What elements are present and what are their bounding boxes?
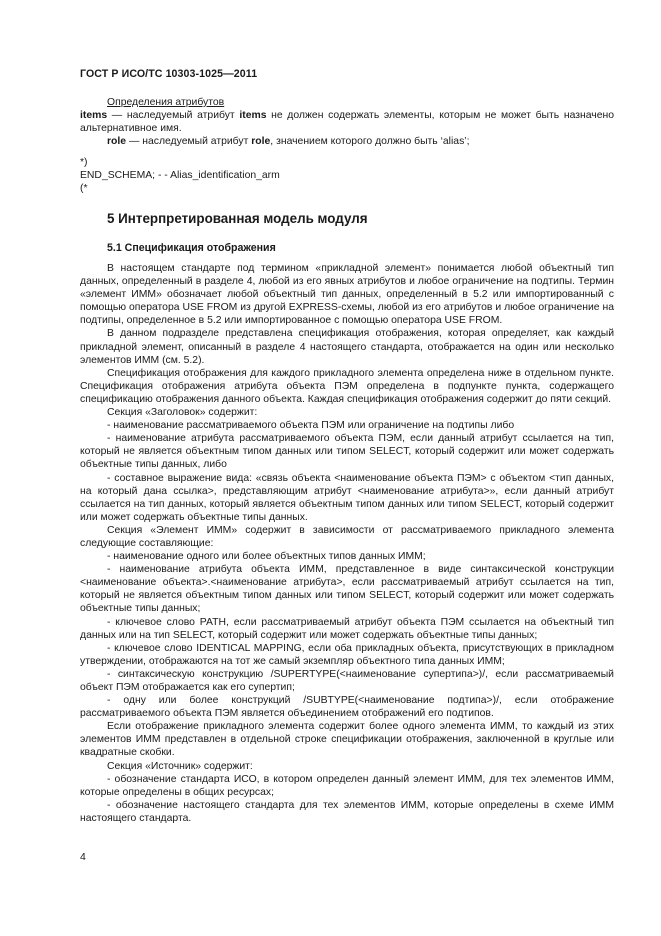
items-name: items xyxy=(80,110,108,122)
paragraph: Секция «Элемент ИММ» содержит в зависимости от рассматриваемого прикладного элемента следующие составляющие: xyxy=(80,524,614,549)
express-code xyxy=(80,156,280,195)
role-definition xyxy=(80,135,614,148)
paragraph: В данном подразделе представлена спецификация отображения, которая определяет, как каждый прикладной элемент, описанный в разделе 4 настоящего стандарта, отображается на один или несколько элементов ИММ (см. 5.2). xyxy=(80,328,614,366)
page-number: 4 xyxy=(80,852,86,863)
items-name-2: items xyxy=(239,110,267,122)
code-line: *) xyxy=(80,157,88,168)
role-name: role xyxy=(107,136,127,148)
list-item: - наименование одного или более объектных типов данных ИММ; xyxy=(107,551,426,563)
items-text-2: не должен содержать элементы, которым не может быть назначено альтернативное имя. xyxy=(80,110,615,135)
document-header: ГОСТ Р ИСО/ТС 10303-1025—2011 xyxy=(80,68,258,80)
role-name-2: role xyxy=(251,136,271,148)
paragraph: Секция «Заголовок» содержит: xyxy=(107,407,258,419)
list-item: - составное выражение вида: «связь объекта <наименование объекта ПЭМ> с объектом <тип данных, на который дана ссылка>, представляющим атрибут <наименование атрибута>», если данный атрибут ссылается на тип данных, который является объектным типом данных или типом SELECT, который содержит или может содержать объектные типы данных. xyxy=(80,472,614,523)
list-item: - обозначение настоящего стандарта для тех элементов ИММ, которые определены в схеме ИММ настоящего стандарта. xyxy=(80,799,614,824)
attribute-definitions-heading xyxy=(80,96,614,109)
list-item: - ключевое слово PATH, если рассматриваемый атрибут объекта ПЭМ ссылается на объектный тип данных или на тип SELECT, который содержит или может содержать объектные типы данных; xyxy=(80,616,614,641)
main-text xyxy=(80,262,614,825)
list-item: - наименование рассматриваемого объекта ПЭМ или ограничение на подтипы либо xyxy=(107,420,515,432)
list-item: - обозначение стандарта ИСО, в котором определен данный элемент ИММ, для тех элементов ИММ, которые определены в общих ресурсах; xyxy=(80,773,614,798)
paragraph: Если отображение прикладного элемента содержит более одного элемента ИММ, то каждый из этих элементов ИММ представлен в отдельной строке спецификации отображения, заключенной в круглые или квадратные скобки. xyxy=(80,721,614,759)
list-item: - одну или более конструкций /SUBTYPE(<наименование подтипа>)/, если отображение рассматриваемого объекта ПЭМ является объединением отображений его подтипов. xyxy=(80,695,614,720)
paragraph: В настоящем стандарте под термином «прикладной элемент» понимается любой объектный тип данных, определенный в разделе 4, любой из его явных атрибутов и любое ограничение на подтипы. Термин «элемент ИММ» обозначает любой объектный тип данных, определенный в 5.2 или импортированный с помощью оператора USE FROM из другой EXPRESS-схемы, любой из его атрибутов и любое ограничение на подтипы, определенное в 5.2 или импортированное с помощью оператора USE FROM. xyxy=(80,263,614,327)
code-line: (* xyxy=(80,183,88,195)
list-item: - ключевое слово IDENTICAL MAPPING, если оба прикладных объекта, присутствующих в прикладном утверждении, отображаются на тот же самый экземпляр объектного типа данных ИММ; xyxy=(80,642,614,667)
list-item: - наименование атрибута объекта ИММ, представленное в виде синтаксической конструкции <наименование объекта>.<наименование атрибута>, если рассматриваемый атрибут ссылается на тип, который не является объектным типом данных или типом SELECT, который содержит или может содержать объектные типы данных; xyxy=(80,564,614,615)
code-line: END_SCHEMA; - - Alias_identification_arm xyxy=(80,170,280,182)
attribute-heading-text: Определения атрибутов xyxy=(107,97,225,108)
paragraph: Секция «Источник» содержит: xyxy=(107,760,253,772)
items-text: — наследуемый атрибут xyxy=(107,110,240,122)
section-title: 5 Интерпретированная модель модуля xyxy=(107,211,368,226)
items-definition xyxy=(80,109,614,135)
subsection-title: 5.1 Спецификация отображения xyxy=(107,242,276,254)
role-text-2: , значением которого должно быть ‘alias’; xyxy=(270,136,470,148)
list-item: - наименование атрибута рассматриваемого объекта ПЭМ, если данный атрибут ссылается на тип, который не является объектным типом данных или типом SELECT, который содержит или может содержать объектные типы данных, либо xyxy=(80,433,614,471)
attribute-definitions xyxy=(80,96,614,148)
list-item: - синтаксическую конструкцию /SUPERTYPE(<наименование супертипа>)/, если рассматриваемый объект ПЭМ отображается как его супертип; xyxy=(80,668,614,693)
role-text: — наследуемый атрибут xyxy=(126,136,252,148)
paragraph: Спецификация отображения для каждого прикладного элемента определена ниже в отдельном пункте. Спецификация отображения атрибута объекта ПЭМ определена в подпункте пункта, содержащего спецификацию отображения данного объекта. Каждая спецификация отображения содержит до пяти секций. xyxy=(80,367,614,405)
